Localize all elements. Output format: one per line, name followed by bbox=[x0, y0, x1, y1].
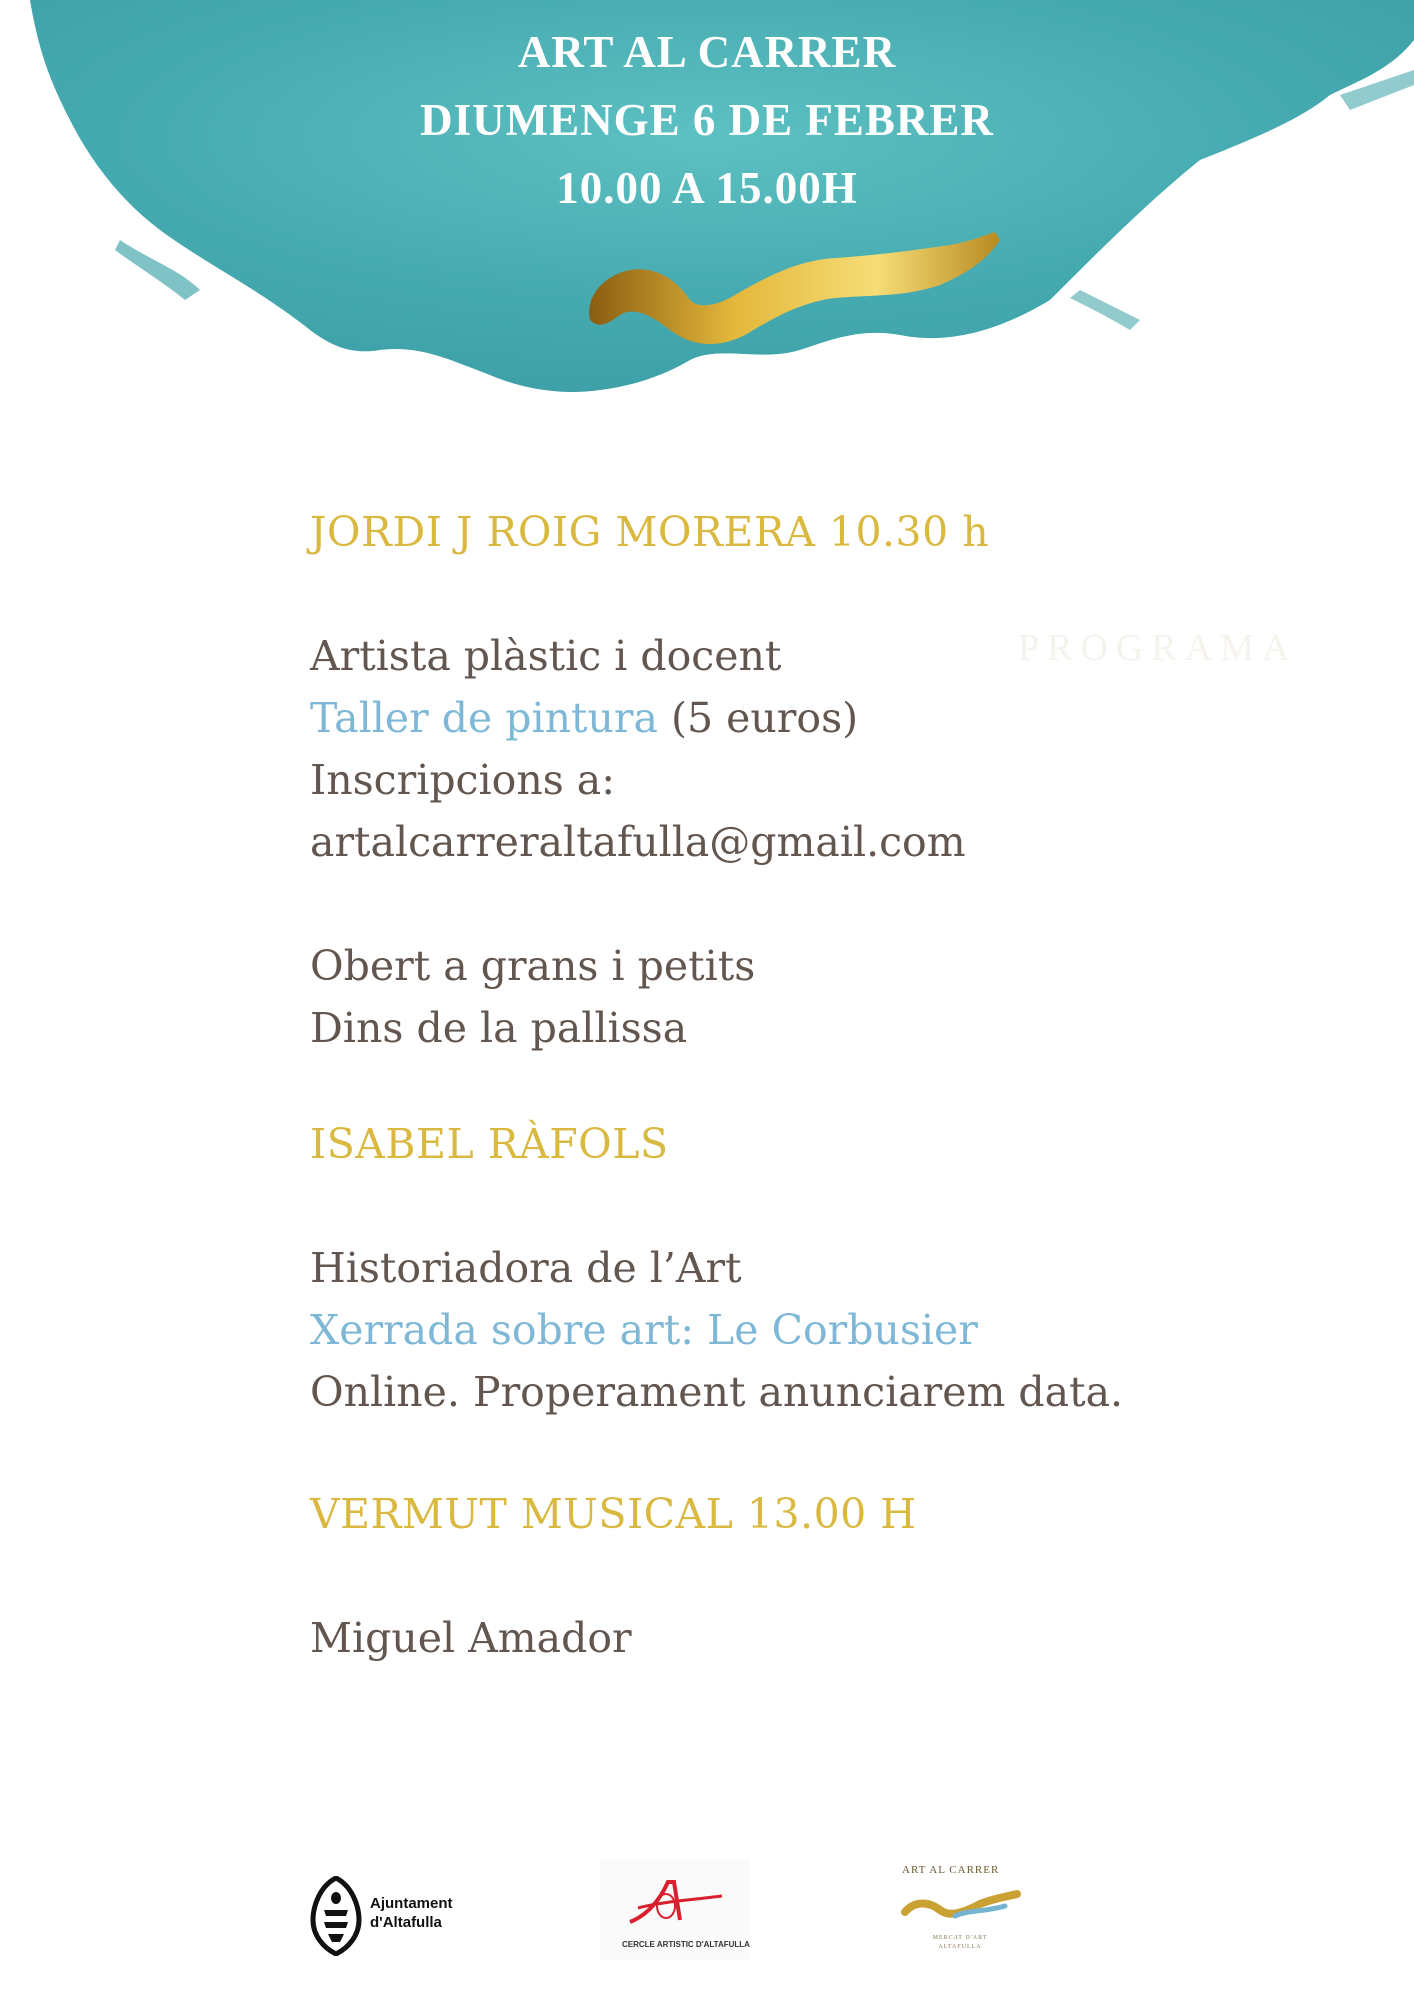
art-al-carrer-logo-sub: MERCAT D'ART ALTAFULLA bbox=[932, 1935, 988, 1950]
section-heading-isabel: ISABEL RÀFOLS bbox=[310, 1120, 669, 1168]
art-al-carrer-logo-title: ART AL CARRER bbox=[902, 1864, 1000, 1876]
talk-note: Online. Properament anunciarem data. bbox=[310, 1368, 1124, 1416]
location-text: Dins de la pallissa bbox=[310, 1004, 688, 1052]
cercle-artistic-label: CERCLE ARTISTIC D'ALTAFULLA bbox=[622, 1940, 750, 1949]
art-al-carrer-logo bbox=[890, 1864, 1030, 1964]
signup-label: Inscripcions a: bbox=[310, 756, 616, 804]
section-heading-vermut: VERMUT MUSICAL 13.00 H bbox=[310, 1490, 917, 1538]
ajuntament-line1: Ajuntament bbox=[370, 1895, 453, 1912]
workshop-price: (5 euros) bbox=[657, 694, 859, 742]
historian-role: Historiadora de l’Art bbox=[310, 1244, 742, 1292]
audience-text: Obert a grans i petits bbox=[310, 942, 756, 990]
watermark-programa: PROGRAMA bbox=[1018, 627, 1298, 669]
ajuntament-shield-icon bbox=[310, 1876, 362, 1956]
cercle-artistic-logo bbox=[600, 1860, 750, 1960]
sponsor-logos bbox=[0, 1860, 1414, 1970]
talk-title: Xerrada sobre art: Le Corbusier bbox=[310, 1306, 978, 1354]
event-date: DIUMENGE 6 DE FEBRER bbox=[420, 95, 994, 145]
section-heading-jordi: JORDI J ROIG MORERA 10.30 h bbox=[310, 508, 990, 556]
event-title: ART AL CARRER bbox=[517, 27, 897, 77]
cercle-artistic-a-icon bbox=[600, 1860, 750, 1940]
musician-name: Miguel Amador bbox=[310, 1614, 632, 1662]
artist-role: Artista plàstic i docent bbox=[310, 632, 782, 680]
workshop-line bbox=[310, 694, 858, 742]
ajuntament-logo bbox=[310, 1872, 480, 1962]
art-al-carrer-brush-icon bbox=[895, 1882, 1025, 1932]
header-title-block bbox=[0, 18, 1414, 222]
ajuntament-line2: d'Altafulla bbox=[370, 1914, 442, 1931]
signup-email[interactable]: artalcarreraltafulla@gmail.com bbox=[310, 818, 966, 866]
workshop-title: Taller de pintura bbox=[310, 694, 658, 742]
event-time: 10.00 A 15.00H bbox=[556, 163, 858, 213]
